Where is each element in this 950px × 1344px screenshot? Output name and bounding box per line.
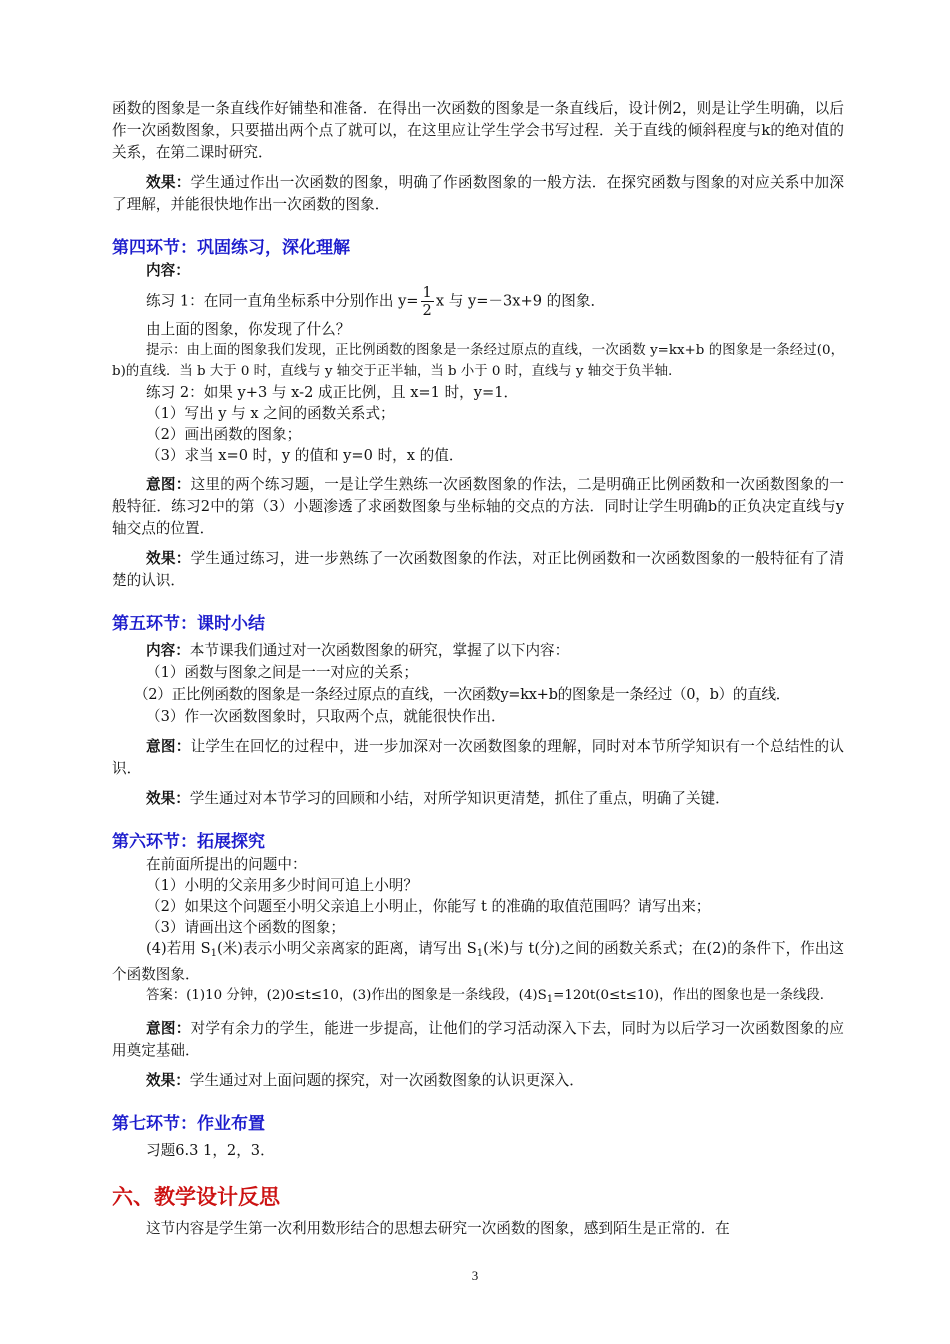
intent-label: 意图： <box>146 476 191 493</box>
effect-text: 学生通过对上面问题的探究，对一次函数图象的认识更深入． <box>189 1072 584 1089</box>
effect-text: 学生通过练习，进一步熟练了一次函数图象的作法，对正比例函数和一次函数图象的一般特征有了清楚的认识． <box>112 550 844 589</box>
section-heading-6: 第六环节：拓展探究 <box>112 832 265 852</box>
intent-text: 这里的两个练习题，一是让学生熟练一次函数图象的作法，二是明确正比例函数和一次函数图象的一般特征．练习2中的第（3）小题渗透了求函数图象与坐标轴的交点的方法．同时让学生明确b的正负决定直线与y轴交点的位置． <box>112 476 844 537</box>
exercise-2-item-1: （1）写出 y 与 x 之间的函数关系式； <box>146 405 395 422</box>
page-number: 3 <box>471 1268 479 1283</box>
effect-paragraph-4 <box>112 548 844 592</box>
effect-label: 效果： <box>146 550 191 567</box>
effect-label: 效果： <box>146 174 191 191</box>
explore-intro: 在前面所提出的问题中： <box>146 856 307 873</box>
effect-label: 效果： <box>146 790 190 807</box>
intent-label: 意图： <box>146 738 191 755</box>
intent-paragraph-4 <box>112 474 844 540</box>
section-heading-4: 第四环节：巩固练习，深化理解 <box>112 238 350 258</box>
section-heading-7: 第七环节：作业布置 <box>112 1114 265 1134</box>
summary-item-3: （3）作一次函数图象时，只取两个点，就能很快作出． <box>146 708 506 725</box>
effect-label: 效果： <box>146 1072 190 1089</box>
content-paragraph-5 <box>112 640 844 662</box>
effect-paragraph-6 <box>112 1070 844 1092</box>
intent-text: 对学有余力的学生，能进一步提高，让他们的学习活动深入下去，同时为以后学习一次函数图象的应用奠定基础． <box>112 1020 844 1059</box>
exercise-2-item-3: （3）求当 x=0 时，y 的值和 y=0 时，x 的值． <box>146 447 464 464</box>
effect-text: 学生通过作出一次函数的图象，明确了作函数图象的一般方法．在探究函数与图象的对应关系中加深了理解，并能很快地作出一次函数的图象． <box>112 174 844 213</box>
document-body <box>112 98 844 1240</box>
explore-item-2: （2）如果这个问题至小明父亲追上小明止，你能写 t 的准确的取值范围吗？请写出来； <box>146 898 711 915</box>
content-label: 内容： <box>146 642 190 659</box>
effect-paragraph-5 <box>112 788 844 810</box>
explore-item-1: （1）小明的父亲用多少时间可追上小明？ <box>146 877 418 894</box>
section-heading-5: 第五环节：课时小结 <box>112 614 265 634</box>
fraction-one-half: $\frac{1}{2}$ <box>422 284 432 319</box>
intent-text: 让学生在回忆的过程中，进一步加深对一次函数图象的理解，同时对本节所学知识有一个总结性的认识． <box>112 738 844 777</box>
question-line: 由上面的图象，你发现了什么？ <box>146 321 351 338</box>
homework-line: 习题6.3 1，2，3． <box>146 1142 275 1159</box>
effect-text: 学生通过对本节学习的回顾和小结，对所学知识更清楚，抓住了重点，明确了关键． <box>189 790 730 807</box>
summary-item-2: （2）正比例函数的图象是一条经过原点的直线，一次函数y=kx+b的图象是一条经过（0，b）的直线． <box>134 686 791 703</box>
exercise-2-item-2: （2）画出函数的图象； <box>146 426 302 443</box>
content-text: 本节课我们通过对一次函数图象的研究，掌握了以下内容： <box>189 642 570 659</box>
intent-paragraph-6 <box>112 1018 844 1062</box>
exercise-1: 练习 1：在同一直角坐标系中分别作出 y= $\frac{1}{2}$ x 与 y=－3x+9 的图象． <box>146 284 606 319</box>
explore-item-4: (4)若用 $S_1$(米)表示小明父亲离家的距离，请写出 $S_1$(米)与 t(分)之间的函数关系式；在(2)的条件下，作出这个函数图象． <box>112 940 844 983</box>
hint-paragraph: 提示：由上面的图象我们发现，正比例函数的图象是一条经过原点的直线，一次函数 y=kx+b 的图象是一条经过(0，b)的直线．当 b 大于 0 时，直线与 y 轴交于正半轴，当 b 小于 0 时，直线与 y 轴交于负半轴． <box>112 343 844 379</box>
answer-paragraph: 答案：(1)10 分钟，(2)0≤t≤10，(3)作出的图象是一条线段，$(4)S_1=120t(0\le t\le 10)$，作出的图象也是一条线段． <box>146 988 834 1005</box>
exercise-2: 练习 2：如果 y+3 与 x-2 成正比例，且 x=1 时，y=1． <box>146 384 519 401</box>
intent-label: 意图： <box>146 1020 191 1037</box>
intent-paragraph-5 <box>112 736 844 780</box>
summary-item-1: （1）函数与图象之间是一一对应的关系； <box>146 664 418 681</box>
explore-item-3: （3）请画出这个函数的图象； <box>146 919 346 936</box>
reflection-heading: 六、教学设计反思 <box>112 1185 280 1209</box>
effect-paragraph-3 <box>112 172 844 216</box>
paragraph-design-note: 函数的图象是一条直线作好铺垫和准备．在得出一次函数的图象是一条直线后，设计例2，则是让学生明确，以后作一次函数图象，只要描出两个点了就可以，在这里应让学生学会书写过程．关于直线的倾斜程度与k的绝对值的关系，在第二课时研究． <box>112 100 844 161</box>
reflection-paragraph: 这节内容是学生第一次利用数形结合的思想去研究一次函数的图象，感到陌生是正常的．在 <box>146 1220 730 1237</box>
content-label: 内容： <box>146 262 190 279</box>
